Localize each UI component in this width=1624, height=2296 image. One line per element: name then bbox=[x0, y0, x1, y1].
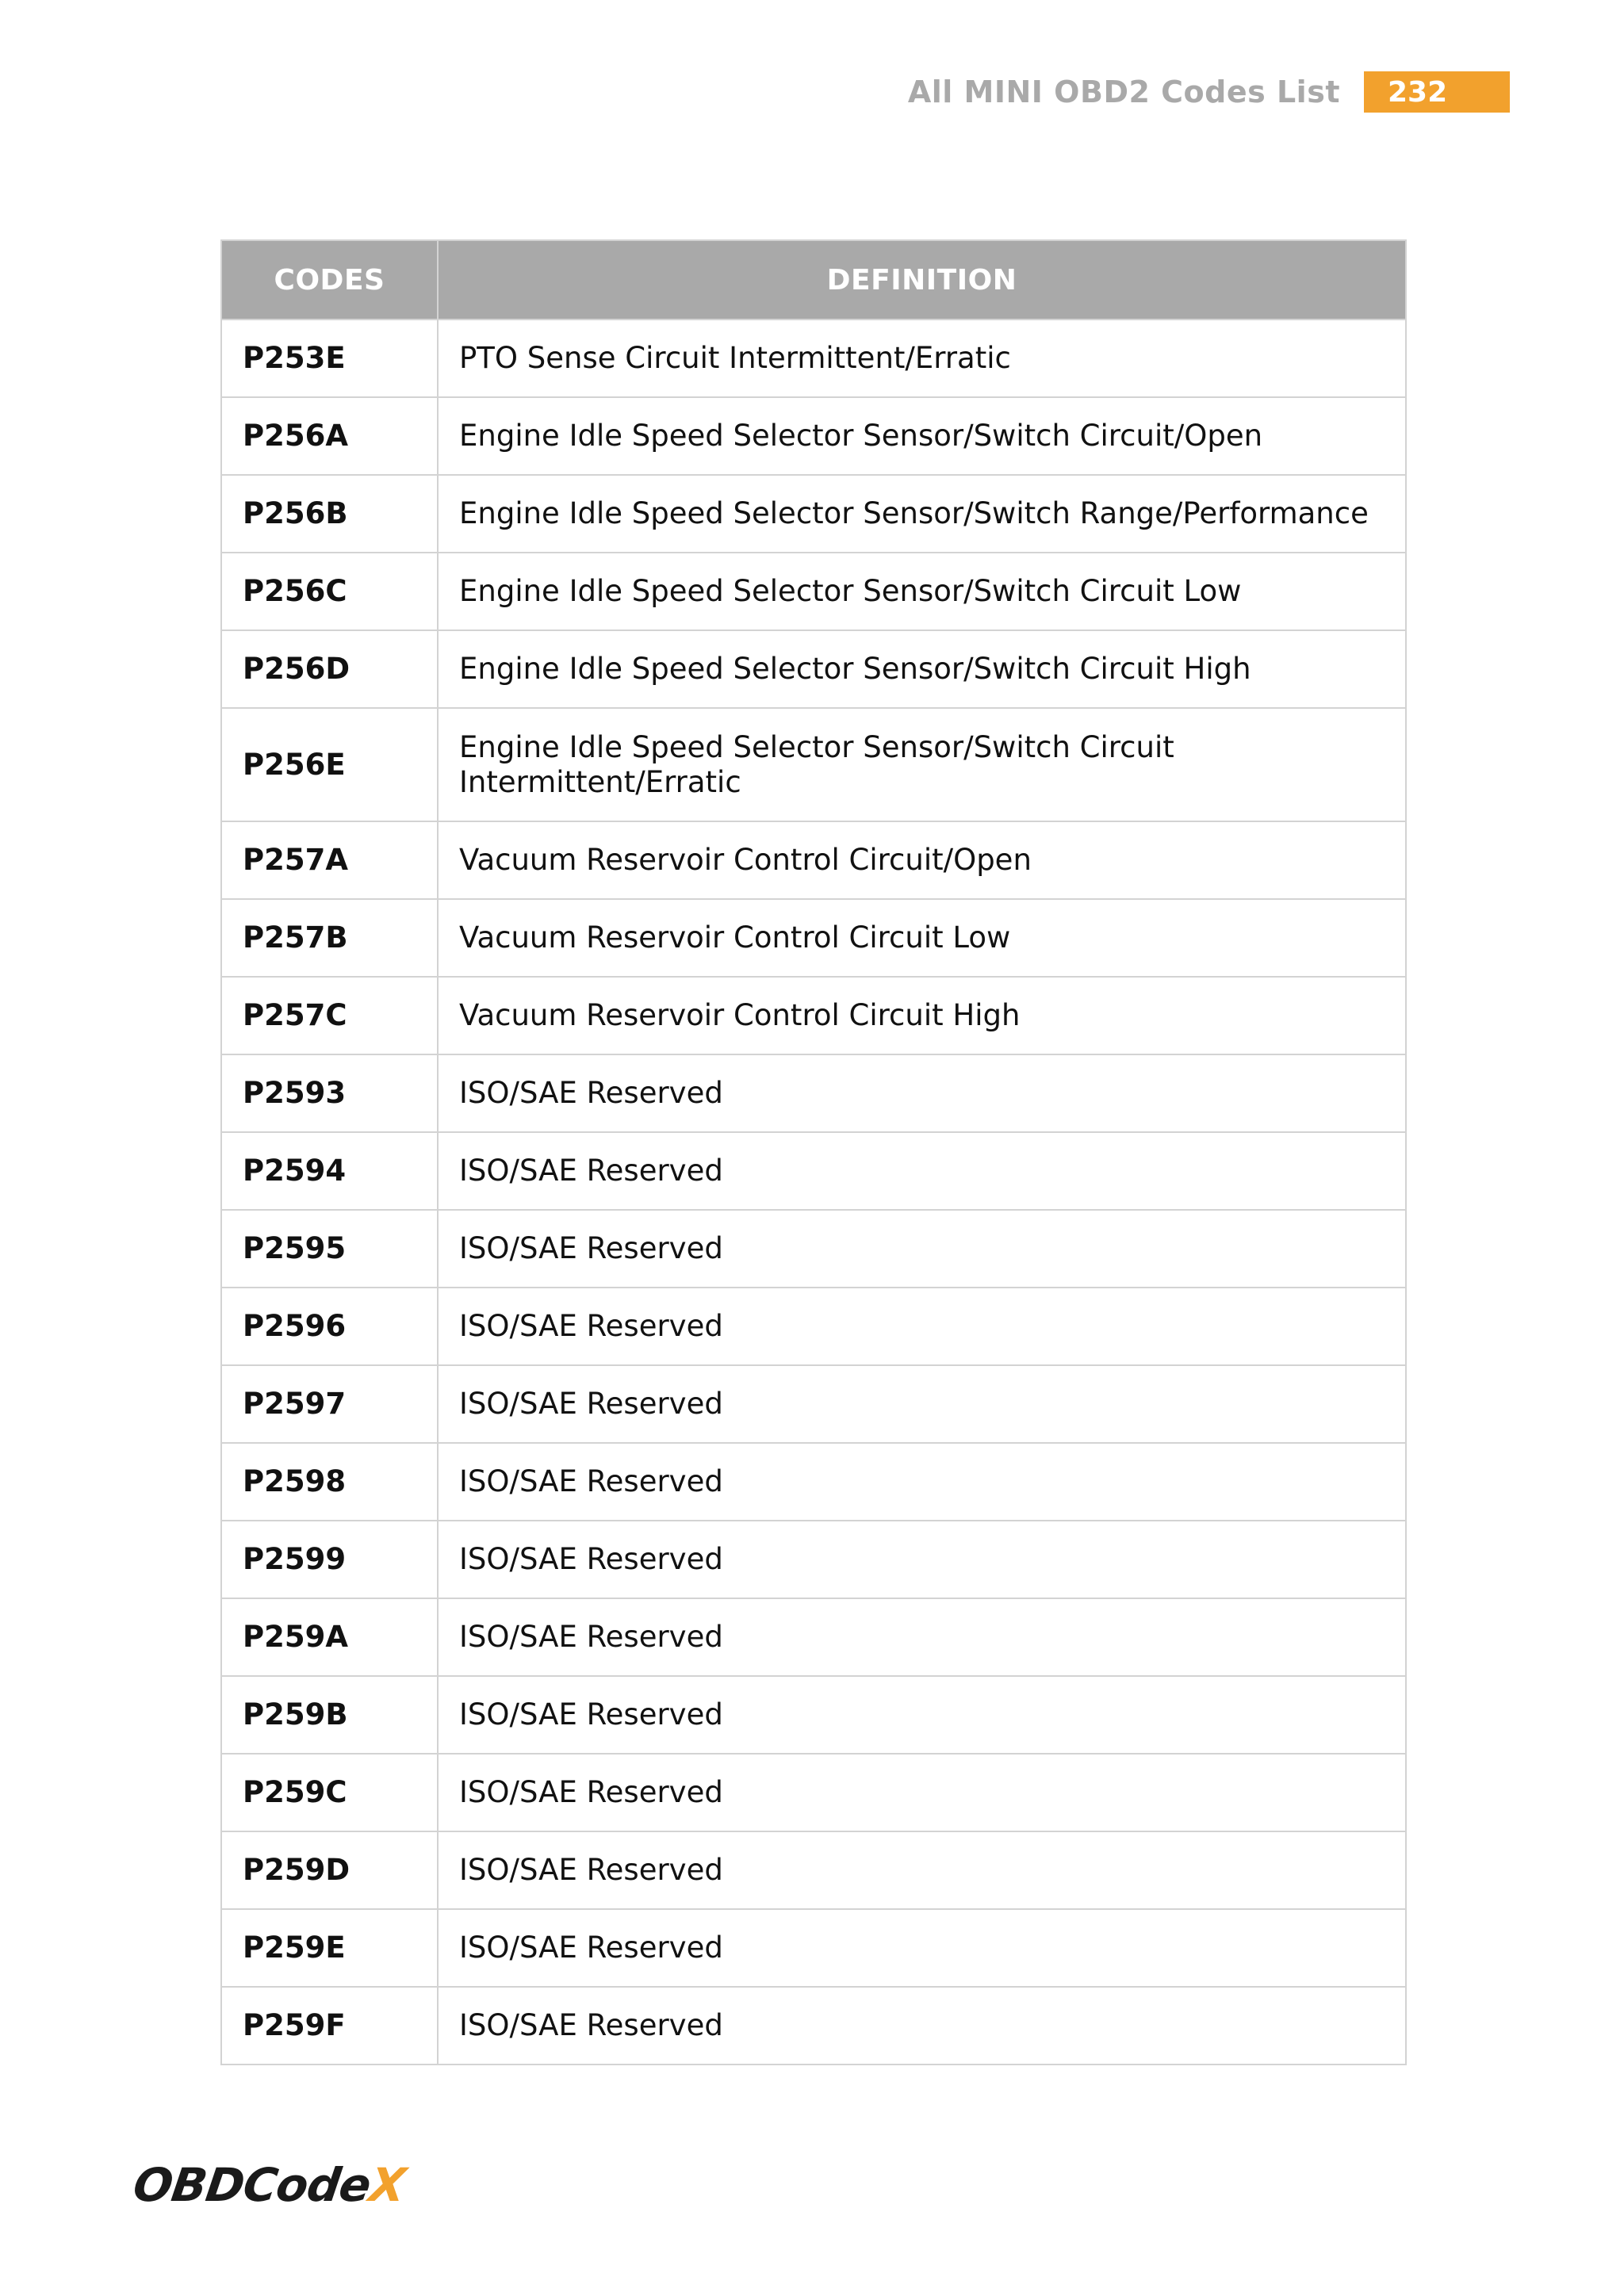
code-cell: P256D bbox=[221, 630, 438, 708]
definition-cell: Engine Idle Speed Selector Sensor/Switch Circuit High bbox=[438, 630, 1406, 708]
code-cell: P2595 bbox=[221, 1210, 438, 1288]
definition-cell: ISO/SAE Reserved bbox=[438, 1443, 1406, 1521]
code-cell: P257A bbox=[221, 821, 438, 899]
code-cell: P2594 bbox=[221, 1132, 438, 1210]
code-cell: P259D bbox=[221, 1831, 438, 1909]
code-cell: P259F bbox=[221, 1987, 438, 2064]
svg-text:OBDCodeX bbox=[130, 2158, 412, 2212]
codes-table bbox=[220, 239, 1407, 2065]
table-row bbox=[221, 630, 1406, 708]
code-cell: P2593 bbox=[221, 1054, 438, 1132]
obdcodex-logo bbox=[129, 2155, 408, 2212]
code-cell: P256A bbox=[221, 397, 438, 475]
definition-cell: ISO/SAE Reserved bbox=[438, 1754, 1406, 1831]
definition-cell: ISO/SAE Reserved bbox=[438, 1132, 1406, 1210]
table-row bbox=[221, 708, 1406, 821]
code-cell: P253E bbox=[221, 320, 438, 397]
table-row bbox=[221, 1909, 1406, 1987]
definition-cell: PTO Sense Circuit Intermittent/Erratic bbox=[438, 320, 1406, 397]
table-row bbox=[221, 977, 1406, 1054]
table-row bbox=[221, 320, 1406, 397]
code-cell: P2597 bbox=[221, 1365, 438, 1443]
definition-cell: Engine Idle Speed Selector Sensor/Switch Circuit/Open bbox=[438, 397, 1406, 475]
definition-cell: ISO/SAE Reserved bbox=[438, 1676, 1406, 1754]
table-row bbox=[221, 899, 1406, 977]
table-row bbox=[221, 1054, 1406, 1132]
page-header bbox=[908, 70, 1510, 114]
definition-cell: ISO/SAE Reserved bbox=[438, 1288, 1406, 1365]
definition-cell: Engine Idle Speed Selector Sensor/Switch Circuit Intermittent/Erratic bbox=[438, 708, 1406, 821]
code-cell: P259A bbox=[221, 1598, 438, 1676]
definition-cell: ISO/SAE Reserved bbox=[438, 1831, 1406, 1909]
codes-column-header: CODES bbox=[221, 240, 438, 320]
table-row bbox=[221, 1132, 1406, 1210]
code-cell: P256B bbox=[221, 475, 438, 553]
table-row bbox=[221, 1754, 1406, 1831]
code-cell: P259B bbox=[221, 1676, 438, 1754]
definition-cell: ISO/SAE Reserved bbox=[438, 1909, 1406, 1987]
page-number-badge: 232 bbox=[1364, 71, 1510, 113]
code-cell: P2598 bbox=[221, 1443, 438, 1521]
definition-cell: ISO/SAE Reserved bbox=[438, 1210, 1406, 1288]
definition-cell: Engine Idle Speed Selector Sensor/Switch Range/Performance bbox=[438, 475, 1406, 553]
table-row bbox=[221, 821, 1406, 899]
definition-cell: Vacuum Reservoir Control Circuit High bbox=[438, 977, 1406, 1054]
definition-cell: ISO/SAE Reserved bbox=[438, 1598, 1406, 1676]
definition-cell: Engine Idle Speed Selector Sensor/Switch Circuit Low bbox=[438, 553, 1406, 630]
definition-column-header: DEFINITION bbox=[438, 240, 1406, 320]
code-cell: P257B bbox=[221, 899, 438, 977]
table-row bbox=[221, 475, 1406, 553]
table-row bbox=[221, 397, 1406, 475]
definition-cell: ISO/SAE Reserved bbox=[438, 1987, 1406, 2064]
table-row bbox=[221, 1676, 1406, 1754]
table-row bbox=[221, 1987, 1406, 2064]
code-cell: P2599 bbox=[221, 1521, 438, 1598]
code-cell: P259E bbox=[221, 1909, 438, 1987]
code-cell: P257C bbox=[221, 977, 438, 1054]
code-cell: P2596 bbox=[221, 1288, 438, 1365]
definition-cell: Vacuum Reservoir Control Circuit/Open bbox=[438, 821, 1406, 899]
logo-main-text: OBDCode bbox=[129, 2158, 374, 2212]
document-title: All MINI OBD2 Codes List bbox=[907, 75, 1340, 109]
table-header-row bbox=[221, 240, 1406, 320]
code-cell: P256C bbox=[221, 553, 438, 630]
table-row bbox=[221, 1443, 1406, 1521]
code-cell: P256E bbox=[221, 708, 438, 821]
definition-cell: ISO/SAE Reserved bbox=[438, 1521, 1406, 1598]
table-row bbox=[221, 1598, 1406, 1676]
table-row bbox=[221, 1831, 1406, 1909]
definition-cell: ISO/SAE Reserved bbox=[438, 1054, 1406, 1132]
table-row bbox=[221, 1365, 1406, 1443]
logo-accent-text: X bbox=[366, 2158, 408, 2212]
definition-cell: Vacuum Reservoir Control Circuit Low bbox=[438, 899, 1406, 977]
table-row bbox=[221, 1521, 1406, 1598]
definition-cell: ISO/SAE Reserved bbox=[438, 1365, 1406, 1443]
table-row bbox=[221, 553, 1406, 630]
code-cell: P259C bbox=[221, 1754, 438, 1831]
table-row bbox=[221, 1288, 1406, 1365]
table-row bbox=[221, 1210, 1406, 1288]
